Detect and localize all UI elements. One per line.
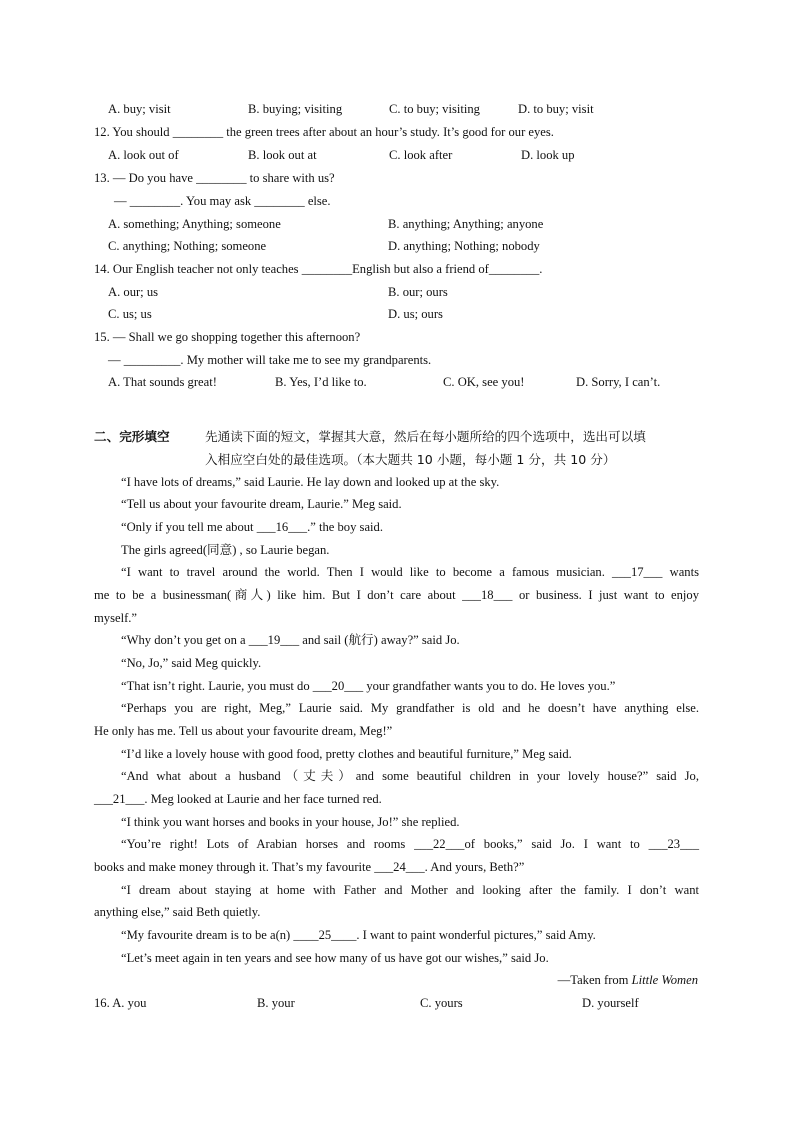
passage-paragraph: “Tell us about your favourite dream, Laurie.” Meg said. <box>121 497 402 511</box>
q12-option-b: B. look out at <box>248 148 317 162</box>
section-instruction-line1: 先通读下面的短文，掌握其大意，然后在每小题所给的四个选项中，选出可以填 <box>205 429 646 444</box>
q16-option-c: C. yours <box>420 996 463 1010</box>
q14-option-d: D. us; ours <box>388 307 443 321</box>
passage-paragraph-cont: books and make money through it. That’s my favourite ___24___. And yours, Beth?” <box>94 860 525 874</box>
q12-option-a: A. look out of <box>108 148 179 162</box>
q13-stem-reply: — ________. You may ask ________ else. <box>114 194 331 208</box>
q15-stem-reply: — _________. My mother will take me to see my grandparents. <box>108 353 432 367</box>
passage-paragraph-cont: He only has me. Tell us about your favourite dream, Meg!” <box>94 724 393 738</box>
passage-paragraph: “Perhaps you are right, Meg,” Laurie said. My grandfather is old and he doesn’t have anything else. <box>121 701 699 715</box>
passage-paragraph: “You’re right! Lots of Arabian horses and rooms ___22___of books,” said Jo. I want to ___23___ <box>121 837 699 851</box>
q12-stem: 12. You should ________ the green trees after about an hour’s study. It’s good for our eyes. <box>94 125 554 139</box>
passage-paragraph: “Why don’t you get on a ___19___ and sail (航行) away?” said Jo. <box>121 633 460 647</box>
q15-option-d: D. Sorry, I can’t. <box>576 375 661 389</box>
source-prefix: —Taken from <box>557 973 632 987</box>
passage-paragraph: “I want to travel around the world. Then I would like to become a famous musician. ___17___ wants <box>121 565 699 579</box>
passage-paragraph-cont: myself.” <box>94 611 138 625</box>
q16-option-a: 16. A. you <box>94 996 147 1010</box>
passage-paragraph: “I think you want horses and books in your house, Jo!” she replied. <box>121 815 460 829</box>
passage-source <box>558 969 698 992</box>
passage-paragraph: “I have lots of dreams,” said Laurie. He lay down and looked up at the sky. <box>121 475 500 489</box>
q11-option-b: B. buying; visiting <box>248 102 343 116</box>
source-title: Little Women <box>631 973 698 987</box>
q15-option-c: C. OK, see you! <box>443 375 525 389</box>
q11-option-c: C. to buy; visiting <box>389 102 480 116</box>
passage-paragraph: “My favourite dream is to be a(n) ____25____. I want to paint wonderful pictures,” said Amy. <box>121 928 596 942</box>
section-title: 二、完形填空 <box>94 429 170 444</box>
q13-option-c: C. anything; Nothing; someone <box>108 239 267 253</box>
q12-option-d: D. look up <box>521 148 575 162</box>
q13-stem: 13. — Do you have ________ to share with us? <box>94 171 335 185</box>
passage-paragraph-cont: ___21___. Meg looked at Laurie and her face turned red. <box>94 792 382 806</box>
q12-option-c: C. look after <box>389 148 453 162</box>
passage-paragraph: The girls agreed(同意) , so Laurie began. <box>121 543 330 557</box>
passage-paragraph-cont: anything else,” said Beth quietly. <box>94 905 261 919</box>
passage-paragraph: “That isn’t right. Laurie, you must do ___20___ your grandfather wants you to do. He loves you.” <box>121 679 616 693</box>
passage-paragraph: “Only if you tell me about ___16___.” the boy said. <box>121 520 383 534</box>
q14-option-b: B. our; ours <box>388 285 448 299</box>
q13-option-a: A. something; Anything; someone <box>108 217 281 231</box>
passage-paragraph: “Let’s meet again in ten years and see how many of us have got our wishes,” said Jo. <box>121 951 549 965</box>
passage-paragraph: “No, Jo,” said Meg quickly. <box>121 656 262 670</box>
q15-option-b: B. Yes, I’d like to. <box>275 375 367 389</box>
passage-paragraph-cont: me to be a businessman(商人) like him. But I don’t care about ___18___ or business. I just want to enjoy <box>94 588 699 602</box>
q11-option-d: D. to buy; visit <box>518 102 594 116</box>
q14-option-c: C. us; us <box>108 307 152 321</box>
q15-stem: 15. — Shall we go shopping together this afternoon? <box>94 330 361 344</box>
q13-option-d: D. anything; Nothing; nobody <box>388 239 540 253</box>
q11-option-a: A. buy; visit <box>108 102 171 116</box>
passage-paragraph: “And what about a husband（丈夫）and some beautiful children in your lovely house?” said Jo, <box>121 769 699 783</box>
q14-stem: 14. Our English teacher not only teaches ________English but also a friend of________. <box>94 262 543 276</box>
passage-paragraph: “I dream about staying at home with Father and Mother and looking after the family. I don’t want <box>121 883 699 897</box>
q16-option-d: D. yourself <box>582 996 639 1010</box>
q16-option-b: B. your <box>257 996 295 1010</box>
q15-option-a: A. That sounds great! <box>108 375 217 389</box>
q13-option-b: B. anything; Anything; anyone <box>388 217 544 231</box>
section-instruction-line2: 入相应空白处的最佳选项。（本大题共 10 小题，每小题 1 分，共 10 分） <box>205 452 616 467</box>
passage-paragraph: “I’d like a lovely house with good food, pretty clothes and beautiful furniture,” Meg said. <box>121 747 572 761</box>
q14-option-a: A. our; us <box>108 285 159 299</box>
